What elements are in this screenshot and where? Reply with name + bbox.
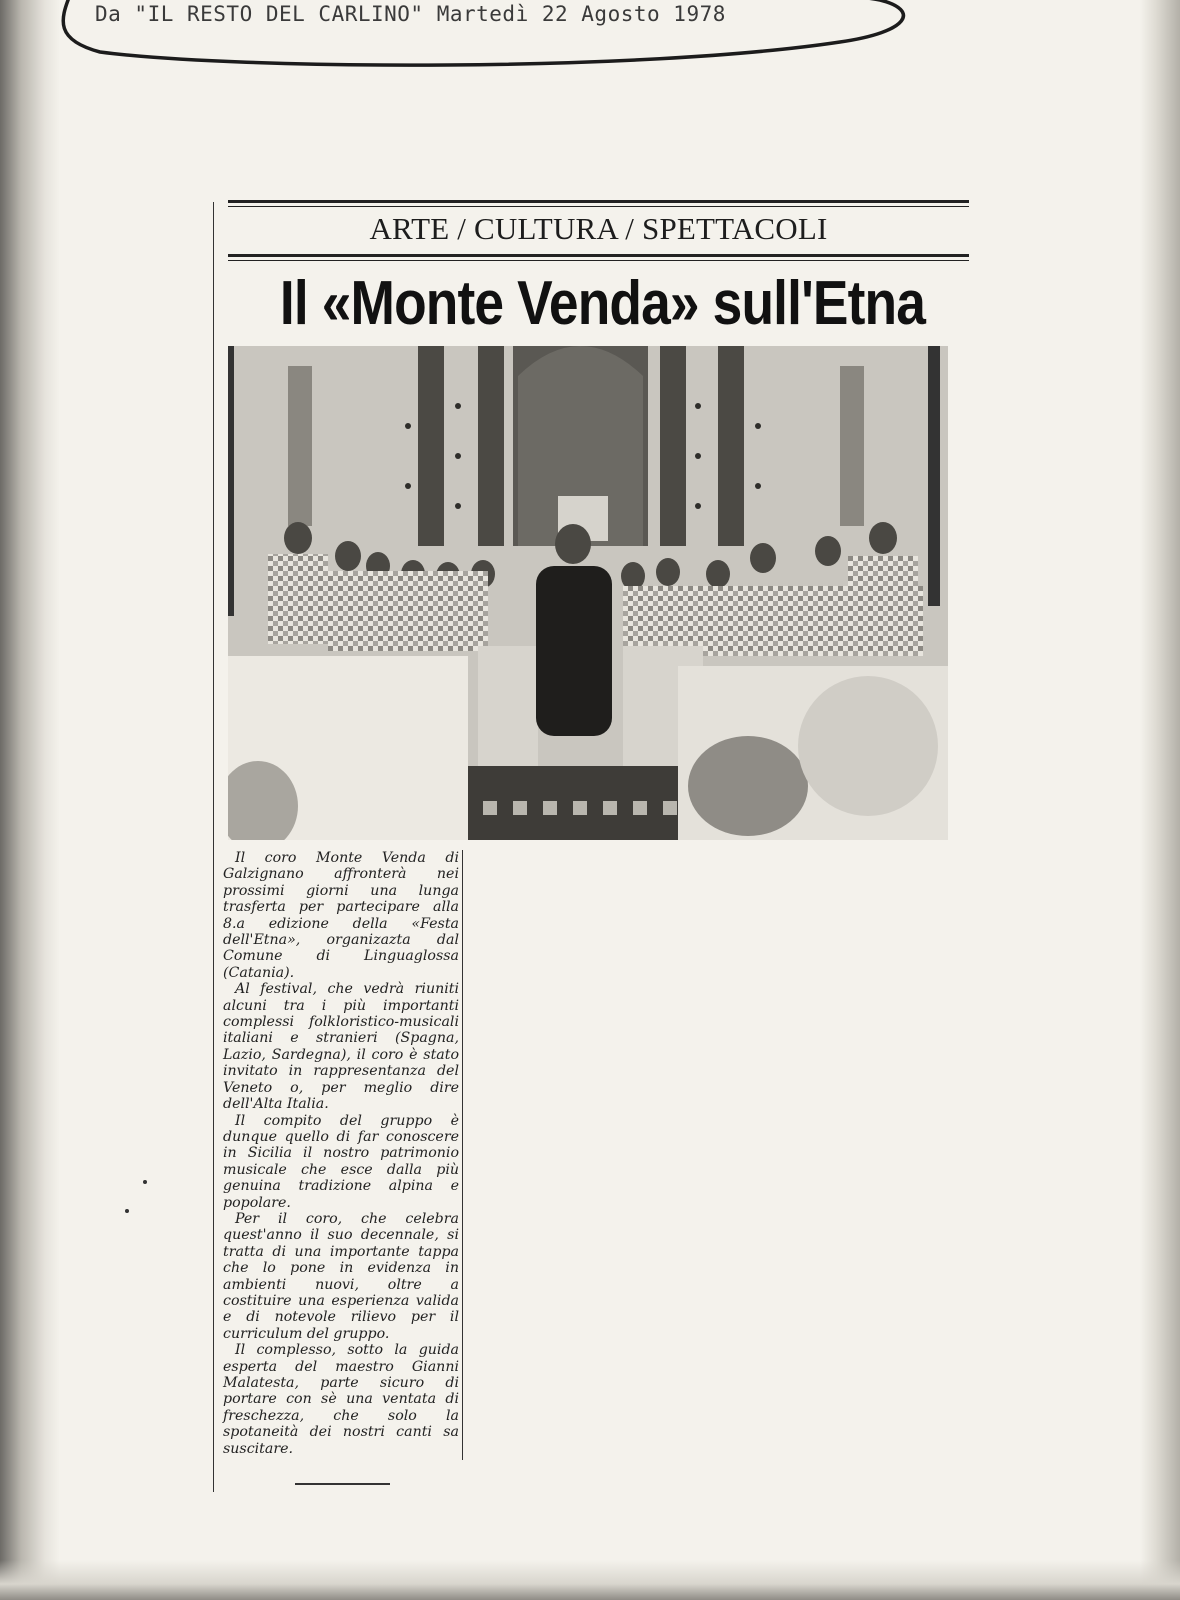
newspaper-clipping	[210, 198, 960, 1498]
clipping-left-rule	[213, 202, 214, 1492]
paper-speck	[125, 1209, 129, 1213]
section-heading: ARTE / CULTURA / SPETTACOLI	[369, 211, 828, 246]
article-paragraph: Il compito del gruppo è dunque quello di far conoscere in Sicilia il nostro patrimonio musicale che esce dalla più genuina tradizione alpina e popolare.	[223, 1112, 459, 1211]
column-rule	[462, 850, 463, 1460]
heading-rule-thin	[228, 260, 969, 261]
article-paragraph: Il complesso, sotto la guida esperta del maestro Gianni Malatesta, parte sicuro di portare con sè una ventata di freschezza, che solo la spotaneità dei nostri canti sa suscitare.	[223, 1342, 459, 1457]
page-edge-bottom	[0, 1560, 1180, 1600]
top-rule-thin	[228, 206, 969, 207]
heading-rule	[228, 254, 969, 257]
article-headline: Il «Monte Venda» sull'Etna	[279, 269, 926, 338]
page-edge-right	[1140, 0, 1180, 1600]
article-paragraph: Al festival, che vedrà riuniti alcuni tra i più importanti complessi folkloristico-musicali italiani e stranieri (Spagna, Lazio, Sardegna), il coro è stato invitato in rappresentanza del Veneto o, per meglio dire dell'Alta Italia.	[223, 981, 459, 1113]
binding-shadow	[0, 0, 60, 1600]
source-note: Da "IL RESTO DEL CARLINO" Martedì 22 Agosto 1978	[95, 2, 726, 26]
choir-photo-illustration	[228, 346, 948, 840]
article-body	[223, 850, 459, 1457]
choir-photo	[228, 346, 948, 840]
paper-speck	[143, 1180, 147, 1184]
article-paragraph: Il coro Monte Venda di Galzignano affronterà nei prossimi giorni una lunga trasferta per partecipare alla 8.a edizione della «Festa dell'Etna», organizazta dal Comune di Linguaglossa (Catania).	[223, 850, 459, 981]
top-rule	[228, 200, 969, 203]
article-end-rule	[295, 1483, 390, 1485]
article-paragraph: Per il coro, che celebra quest'anno il suo decennale, si tratta di una importante tappa che lo pone in evidenza in ambienti nuovi, oltre a costituire una esperienza valida e di notevole rilievo per il curriculum del gruppo.	[223, 1210, 459, 1342]
